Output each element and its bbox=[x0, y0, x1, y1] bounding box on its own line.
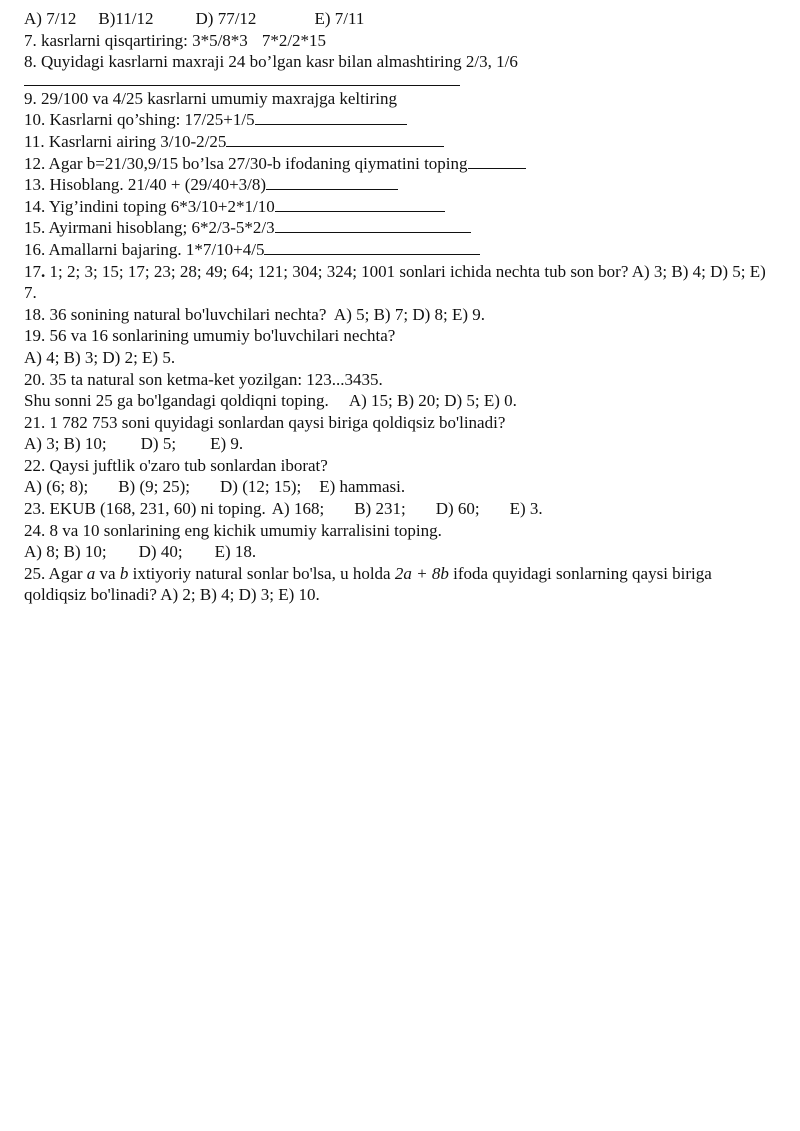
answer-blank-q11 bbox=[226, 132, 444, 147]
question-13 bbox=[24, 174, 776, 196]
question-23-text: 23. EKUB (168, 231, 60) ni toping. bbox=[24, 499, 266, 519]
question-22-option-a: A) (6; 8); bbox=[24, 477, 89, 497]
question-17-text: 1; 2; 3; 15; 17; 23; 28; 49; 64; 121; 304; 324; 1001 sonlari ichida nechta tub son bor? A) 3; B) 4; D) 5; E) 7. bbox=[24, 261, 766, 303]
question-14 bbox=[24, 196, 776, 218]
q6-answer-options bbox=[24, 8, 776, 30]
question-20-options: A) 15; B) 20; D) 5; E) 0. bbox=[348, 391, 517, 411]
question-15-text: 15. Ayirmani hisoblang; 6*2/3-5*2/3 bbox=[24, 218, 275, 238]
question-22-option-e: E) hammasi. bbox=[319, 477, 406, 497]
question-25-var-a: a bbox=[86, 563, 96, 583]
question-20 bbox=[24, 369, 776, 391]
question-17 bbox=[24, 261, 776, 304]
question-21-answers bbox=[24, 433, 776, 455]
question-24-answers bbox=[24, 541, 776, 563]
question-25-prefix: 25. Agar bbox=[24, 563, 87, 583]
option-b: B)11/12 bbox=[98, 9, 154, 28]
question-22-option-b: B) (9; 25); bbox=[118, 477, 190, 497]
worksheet-page bbox=[24, 8, 776, 606]
question-25-expression: 2a + 8b bbox=[394, 563, 449, 583]
answer-line-q8 bbox=[24, 73, 460, 86]
question-12 bbox=[24, 153, 776, 175]
question-21-option-e: E) 9. bbox=[210, 434, 244, 454]
question-20-line2 bbox=[24, 390, 776, 412]
question-22-answers bbox=[24, 476, 776, 498]
question-10 bbox=[24, 109, 776, 131]
question-9-text: 9. 29/100 va 4/25 kasrlarni umumiy maxrajga keltiring bbox=[24, 88, 397, 108]
question-25-suffix: ifoda quyidagi sonlarning qaysi biriga qoldiqsiz bo'linadi? A) 2; B) 4; D) 3; E) 10. bbox=[24, 563, 712, 605]
question-22-option-d: D) (12; 15); bbox=[220, 477, 302, 497]
question-19-text: 19. 56 va 16 sonlarining umumiy bo'luvchilari nechta? bbox=[24, 326, 396, 346]
question-21 bbox=[24, 412, 776, 434]
question-20-text: 20. 35 ta natural son ketma-ket yozilgan: 123...3435. bbox=[24, 369, 383, 389]
question-24-option-a: A) 8; B) 10; bbox=[24, 542, 107, 562]
question-23-option-e: E) 3. bbox=[509, 499, 543, 519]
option-a: A) 7/12 bbox=[24, 9, 77, 28]
question-17-dot: . bbox=[41, 261, 46, 281]
question-13-text: 13. Hisoblang. 21/40 + (29/40+3/8) bbox=[24, 175, 267, 195]
question-14-text: 14. Yig’indini toping 6*3/10+2*1/10 bbox=[24, 196, 275, 216]
question-11-text: 11. Kasrlarni airing 3/10-2/25 bbox=[24, 131, 227, 151]
question-12-text: 12. Agar b=21/30,9/15 bo’lsa 27/30-b ifodaning qiymatini toping bbox=[24, 153, 468, 173]
answer-blank-q14 bbox=[275, 197, 445, 212]
question-21-text: 21. 1 782 753 soni quyidagi sonlardan qaysi biriga qoldiqsiz bo'linadi? bbox=[24, 412, 506, 432]
question-8-text: 8. Quyidagi kasrlarni maxraji 24 bo’lgan kasr bilan almashtiring 2/3, 1/6 bbox=[24, 52, 518, 72]
answer-blank-q16 bbox=[264, 240, 480, 255]
question-25-var-b: b bbox=[119, 563, 129, 583]
question-24-text: 24. 8 va 10 sonlarining eng kichik umumiy karralisini toping. bbox=[24, 520, 442, 540]
question-22-text: 22. Qaysi juftlik o'zaro tub sonlardan iborat? bbox=[24, 455, 328, 475]
question-19-options: A) 4; B) 3; D) 2; E) 5. bbox=[24, 347, 176, 367]
question-25-mid2: ixtiyoriy natural sonlar bo'lsa, u holda bbox=[128, 563, 395, 583]
question-19 bbox=[24, 325, 776, 347]
question-10-text: 10. Kasrlarni qo’shing: 17/25+1/5 bbox=[24, 110, 255, 130]
question-16 bbox=[24, 239, 776, 261]
question-23 bbox=[24, 498, 776, 520]
question-24-option-d: D) 40; bbox=[138, 542, 183, 562]
answer-blank-q15 bbox=[275, 218, 471, 233]
question-7 bbox=[24, 30, 776, 52]
question-16-text: 16. Amallarni bajaring. 1*7/10+4/5 bbox=[24, 239, 265, 259]
question-24-option-e: E) 18. bbox=[214, 542, 257, 562]
question-17-number: 17 bbox=[24, 261, 41, 281]
question-23-option-a: A) 168; bbox=[271, 499, 325, 519]
answer-blank-q10 bbox=[255, 110, 407, 125]
question-18-text: 18. 36 sonining natural bo'luvchilari nechta? A) 5; B) 7; D) 8; E) 9. bbox=[24, 304, 486, 324]
question-25 bbox=[24, 563, 776, 606]
question-21-option-a: A) 3; B) 10; bbox=[24, 434, 107, 454]
question-7-expr2: 7*2/2*15 bbox=[261, 30, 327, 50]
question-19-answers bbox=[24, 347, 776, 369]
question-7-text: 7. kasrlarni qisqartiring: 3*5/8*3 bbox=[24, 30, 248, 50]
question-20-text2: Shu sonni 25 ga bo'lgandagi qoldiqni toping. bbox=[24, 391, 329, 411]
question-18 bbox=[24, 304, 776, 326]
question-23-option-d: D) 60; bbox=[435, 499, 480, 519]
question-15 bbox=[24, 217, 776, 239]
question-25-mid1: va bbox=[95, 563, 120, 583]
question-8 bbox=[24, 51, 776, 73]
question-23-option-b: B) 231; bbox=[354, 499, 406, 519]
option-e: E) 7/11 bbox=[314, 9, 365, 28]
option-d: D) 77/12 bbox=[195, 9, 257, 28]
answer-blank-q13 bbox=[266, 175, 398, 190]
question-22 bbox=[24, 455, 776, 477]
question-21-option-d: D) 5; bbox=[140, 434, 177, 454]
answer-blank-q12 bbox=[468, 154, 526, 169]
question-9 bbox=[24, 88, 776, 110]
question-11 bbox=[24, 131, 776, 153]
question-24 bbox=[24, 520, 776, 542]
